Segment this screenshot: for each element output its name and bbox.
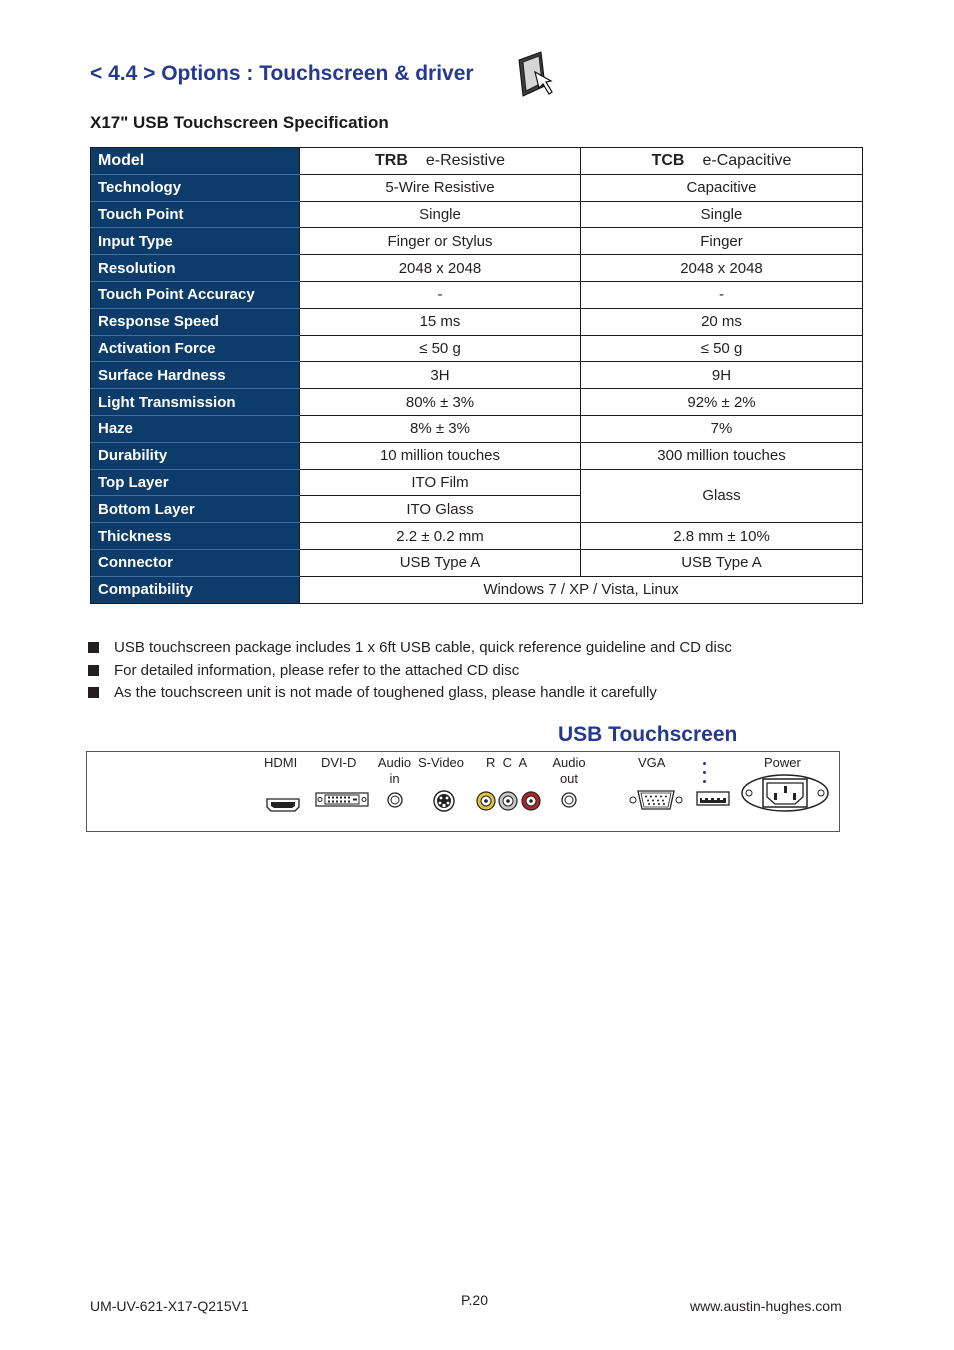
note-item — [88, 639, 732, 656]
trb-value: ITO Film — [300, 469, 581, 496]
table-row — [91, 469, 863, 496]
tcb-value: ≤ 50 g — [581, 335, 863, 362]
trb-value: 2048 x 2048 — [300, 255, 581, 282]
model-tcb-code: TCB — [651, 151, 685, 169]
bullet-square-icon — [88, 687, 99, 698]
table-row — [91, 389, 863, 416]
row-label: Thickness — [91, 523, 300, 550]
hdmi-port-icon — [267, 799, 299, 811]
table-row — [91, 255, 863, 282]
row-label: Response Speed — [91, 308, 300, 335]
table-row — [91, 549, 863, 576]
section-title: < 4.4 > Options : Touchscreen & driver — [90, 62, 474, 85]
table-row — [91, 308, 863, 335]
tcb-value: 2048 x 2048 — [581, 255, 863, 282]
row-label: Haze — [91, 415, 300, 442]
row-label: Touch Point — [91, 201, 300, 228]
row-label: Resolution — [91, 255, 300, 282]
note-item — [88, 684, 657, 701]
footer-page-number: P.20 — [461, 1292, 488, 1308]
table-row — [91, 174, 863, 201]
audio-in-jack-icon — [388, 793, 402, 807]
rca-white-jack-icon — [499, 792, 517, 810]
tcb-value: 92% ± 2% — [581, 389, 863, 416]
note-item — [88, 662, 519, 679]
trb-value: - — [300, 281, 581, 308]
tcb-value: Single — [581, 201, 863, 228]
vga-port-icon — [630, 791, 682, 809]
note-text: USB touchscreen package includes 1 x 6ft USB cable, quick reference guideline and CD disc — [114, 639, 732, 656]
audio-out-label — [550, 755, 588, 787]
connector-drawings — [264, 789, 824, 825]
usb-touchscreen-title: USB Touchscreen — [558, 723, 738, 746]
touchscreen-monitor-icon — [515, 50, 557, 98]
rca-yellow-jack-icon — [477, 792, 495, 810]
model-tcb — [581, 148, 863, 175]
power-socket-drawing — [741, 773, 831, 813]
rca-red-jack-icon — [522, 792, 540, 810]
audio-out-label-line1: Audio — [552, 755, 586, 770]
trb-value: ≤ 50 g — [300, 335, 581, 362]
usb-port-icon — [697, 792, 729, 805]
row-label: Touch Point Accuracy — [91, 281, 300, 308]
note-text: As the touchscreen unit is not made of toughened glass, please handle it carefully — [114, 684, 657, 701]
trb-value: 80% ± 3% — [300, 389, 581, 416]
row-label: Connector — [91, 549, 300, 576]
tcb-value: 300 million touches — [581, 442, 863, 469]
table-row — [91, 362, 863, 389]
spec-table — [90, 147, 863, 604]
svideo-label: S-Video — [418, 755, 465, 770]
model-trb — [300, 148, 581, 175]
trb-value: ITO Glass — [300, 496, 581, 523]
table-row — [91, 576, 863, 603]
tcb-value: - — [581, 281, 863, 308]
bullet-square-icon — [88, 665, 99, 676]
tcb-value: 7% — [581, 415, 863, 442]
audio-in-label-line1: Audio — [377, 755, 412, 770]
audio-in-label-line2: in — [389, 771, 400, 786]
dvi-label: DVI-D — [321, 755, 357, 770]
tcb-value: Glass — [581, 469, 863, 523]
trb-value: Finger or Stylus — [300, 228, 581, 255]
table-row — [91, 523, 863, 550]
spec-heading: X17" USB Touchscreen Specification — [90, 113, 389, 132]
model-trb-code: TRB — [374, 151, 408, 169]
vga-label: VGA — [638, 755, 666, 770]
table-row — [91, 335, 863, 362]
table-row — [91, 442, 863, 469]
row-label: Activation Force — [91, 335, 300, 362]
tcb-value: 20 ms — [581, 308, 863, 335]
audio-in-label — [376, 755, 413, 787]
tcb-value: Capacitive — [581, 174, 863, 201]
model-tcb-name: e-Capacitive — [702, 151, 792, 169]
bullet-square-icon — [88, 642, 99, 653]
svideo-port-icon — [434, 791, 454, 811]
trb-value: 2.2 ± 0.2 mm — [300, 523, 581, 550]
row-label: Top Layer — [91, 469, 300, 496]
trb-value: 15 ms — [300, 308, 581, 335]
row-label: Light Transmission — [91, 389, 300, 416]
footer-doc-id: UM-UV-621-X17-Q215V1 — [90, 1298, 249, 1314]
row-label: Technology — [91, 174, 300, 201]
row-label: Compatibility — [91, 576, 300, 603]
model-trb-name: e-Resistive — [425, 151, 506, 169]
dvi-port-icon — [316, 793, 368, 806]
table-row — [91, 415, 863, 442]
row-label: Surface Hardness — [91, 362, 300, 389]
trb-value: 8% ± 3% — [300, 415, 581, 442]
audio-out-label-line2: out — [559, 771, 579, 786]
table-row — [91, 228, 863, 255]
tcb-value: 2.8 mm ± 10% — [581, 523, 863, 550]
row-label: Durability — [91, 442, 300, 469]
row-label: Bottom Layer — [91, 496, 300, 523]
row-label: Input Type — [91, 228, 300, 255]
rca-label: R C A — [486, 755, 528, 770]
footer-url: www.austin-hughes.com — [690, 1298, 842, 1314]
trb-value: 5-Wire Resistive — [300, 174, 581, 201]
both-value: Windows 7 / XP / Vista, Linux — [300, 576, 863, 603]
model-label: Model — [91, 148, 300, 175]
tcb-value: Finger — [581, 228, 863, 255]
trb-value: 3H — [300, 362, 581, 389]
audio-out-jack-icon — [562, 793, 576, 807]
table-row — [91, 281, 863, 308]
tcb-value: USB Type A — [581, 549, 863, 576]
trb-value: 10 million touches — [300, 442, 581, 469]
table-row — [91, 201, 863, 228]
trb-value: Single — [300, 201, 581, 228]
tcb-value: 9H — [581, 362, 863, 389]
hdmi-label: HDMI — [264, 755, 298, 770]
note-text: For detailed information, please refer to the attached CD disc — [114, 662, 520, 679]
power-label: Power — [764, 755, 801, 770]
trb-value: USB Type A — [300, 549, 581, 576]
table-header-row — [91, 148, 863, 175]
